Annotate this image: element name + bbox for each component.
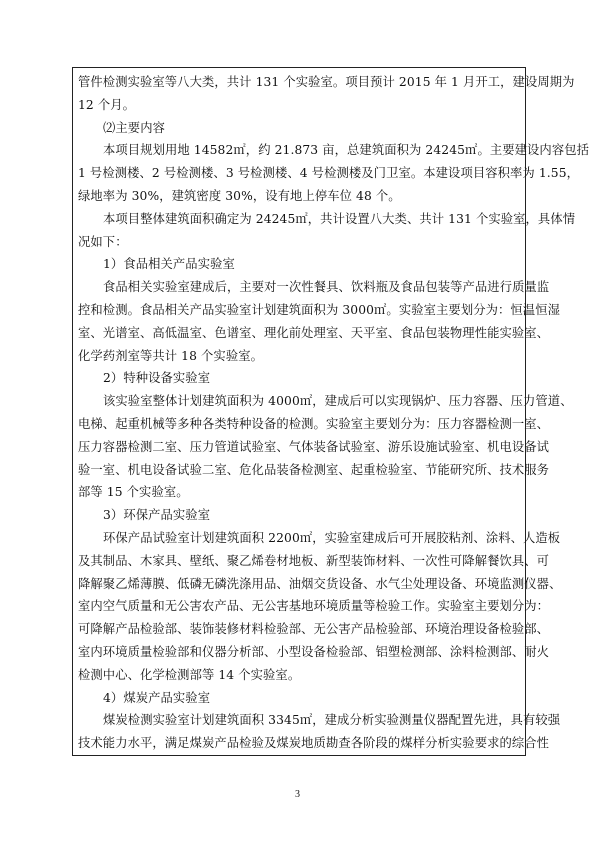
section-heading: ⑵主要内容 [103,120,165,135]
text-line: 验一室、机电设备试验二室、危化品装备检测室、起重检验室、节能研究所、技术服务 [78,462,550,477]
content-frame [72,67,590,756]
text-line: 1 号检测楼、2 号检测楼、3 号检测楼、4 号检测楼及门卫室。本建设项目容积率为 1.55， [78,166,580,181]
subsection-heading: 3）环保产品实验室 [103,508,211,523]
text-line: 化学药剂室等共计 18 个实验室。 [78,348,264,363]
text-line: 该实验室整体计划建筑面积为 4000㎡，建成后可以实现锅炉、压力容器、压力管道、 [103,394,573,409]
text-line: 环保产品试验室计划建筑面积 2200㎡，实验室建成后可开展胶粘剂、涂料、人造板 [103,530,561,545]
text-line: 室内空气质量和无公害农产品、无公害基地环境质量等检验工作。实验室主要划分为： [78,599,550,614]
text-line: 本项目规划用地 14582㎡，约 21.873 亩，总建筑面积为 24245㎡。主要建设内容包括 [103,143,590,158]
text-line: 管件检测实验室等八大类，共计 131 个实验室。项目预计 2015 年 1 月开工，建设周期为 [78,75,575,89]
text-line: 压力容器检测二室、压力管道试验室、气体装备试验室、游乐设施试验室、机电设备试 [78,439,550,454]
subsection-heading: 4）煤炭产品实验室 [103,690,211,705]
text-line: 可降解产品检验部、装饰装修材料检验部、无公害产品检验部、环境治理设备检验部、 [78,622,550,637]
text-line: 况如下： [78,234,128,249]
text-line: 室内环境质量检验部和仪器分析部、小型设备检验部、铝塑检测部、涂料检测部、耐火 [78,644,550,659]
text-line: 室、光谱室、高低温室、色谱室、理化前处理室、天平室、食品包装物理性能实验室、 [78,325,550,340]
text-line: 12 个月。 [78,97,136,112]
text-line: 及其制品、木家具、壁纸、聚乙烯卷材地板、新型装饰材料、一次性可降解餐饮具、可 [78,553,550,568]
text-line: 绿地率为 30%，建筑密度 30%，设有地上停车位 48 个。 [78,188,401,203]
subsection-heading: 2）特种设备实验室 [103,371,211,386]
text-line: 检测中心、化学检测部等 14 个实验室。 [78,667,301,682]
text-line: 食品相关实验室建成后，主要对一次性餐具、饮料瓶及食品包装等产品进行质量监 [103,280,550,295]
text-line: 本项目整体建筑面积确定为 24245㎡，共计设置八大类、共计 131 个实验室，具体情 [103,211,576,226]
text-line: 控和检测。食品相关产品实验室计划建筑面积为 3000㎡。实验室主要划分为：恒温恒湿 [78,302,560,317]
text-line: 电梯、起重机械等多种各类特种设备的检测。实验室主要划分为：压力容器检测一室、 [78,416,550,431]
text-line: 降解聚乙烯薄膜、低磷无磷洗涤用品、油烟交货设备、水气尘处理设备、环境监测仪器、 [78,576,562,591]
subsection-heading: 1）食品相关产品实验室 [103,257,235,272]
text-line: 煤炭检测实验室计划建筑面积 3345㎡，建成分析实验测量仪器配置先进，具有较强 [103,713,561,728]
document-body [78,71,590,755]
text-line: 技术能力水平，满足煤炭产品检验及煤炭地质勘查各阶段的煤样分析实验要求的综合性 [78,736,550,751]
text-line: 部等 15 个实验室。 [78,485,189,500]
page-number: 3 [295,789,300,800]
